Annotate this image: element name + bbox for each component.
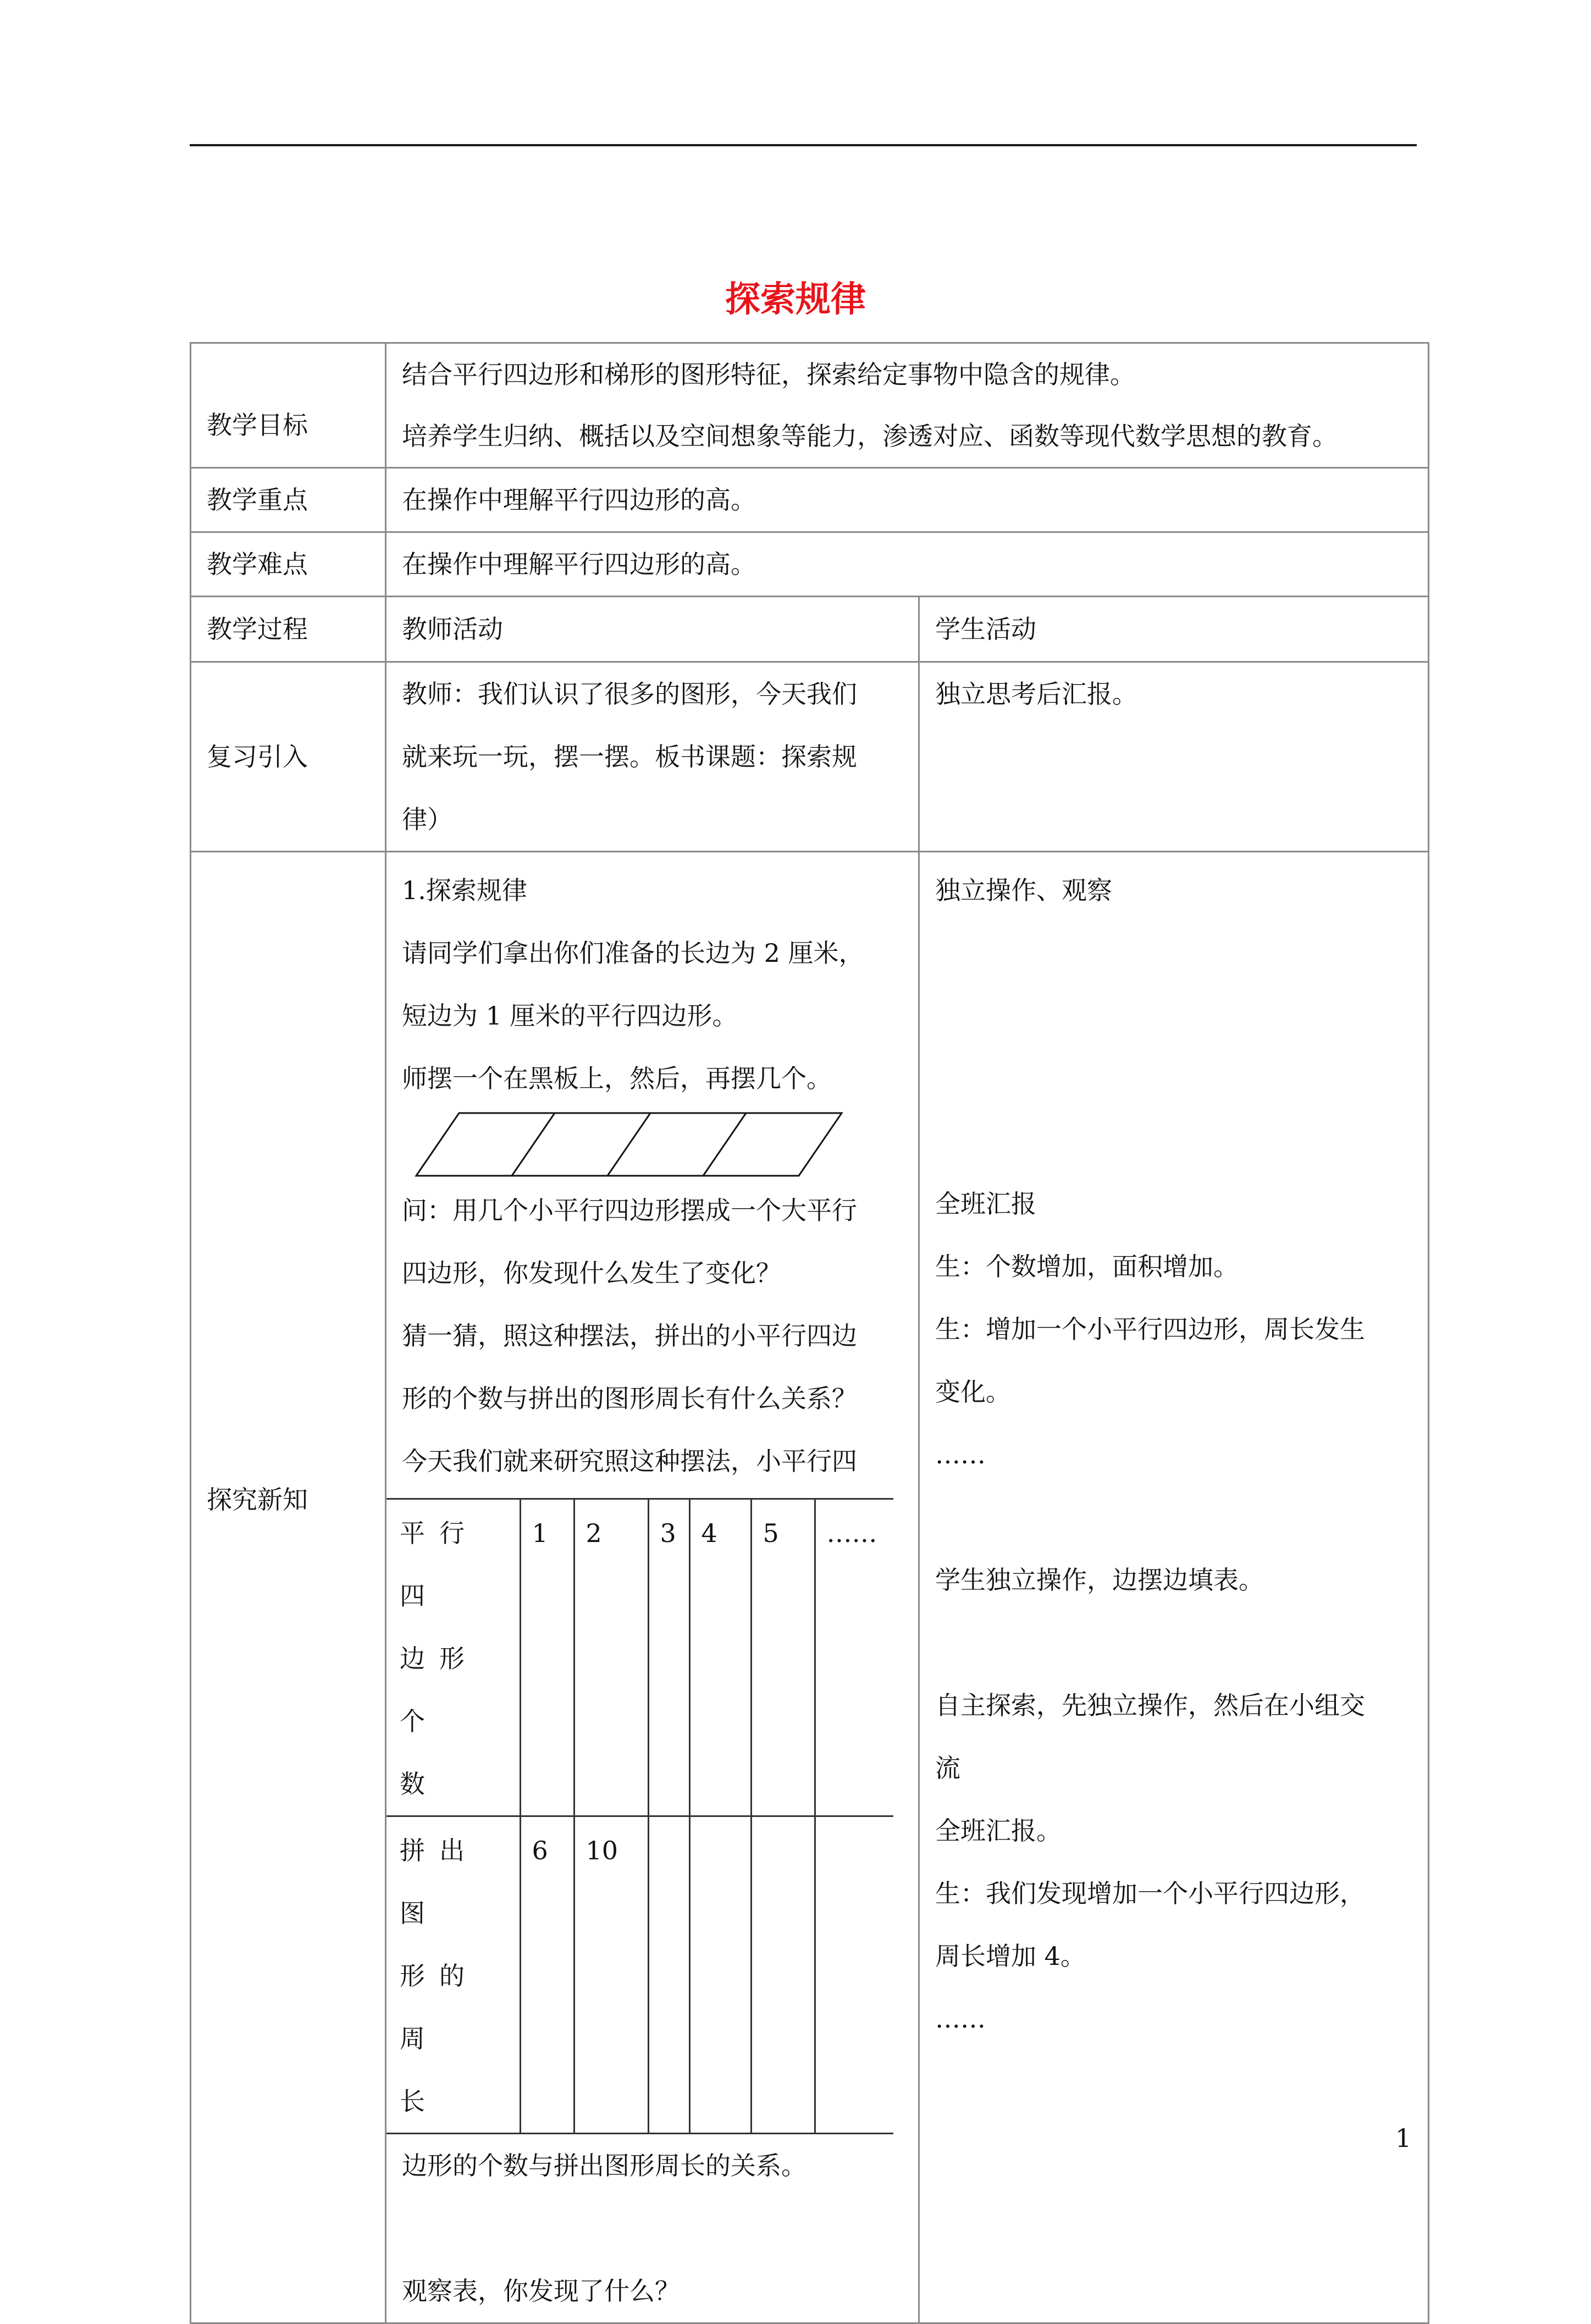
count-cell: …… <box>815 1499 893 1816</box>
perimeter-cell: 10 <box>574 1816 648 2134</box>
row-teaching-process <box>191 597 1429 662</box>
explore-student-line: 自主探索，先独立操作，然后在小组交 <box>935 1690 1365 1720</box>
explore-teacher-line: 今天我们就来研究照这种摆法，小平行四 <box>402 1446 857 1476</box>
explore-teacher-line: 1.探索规律 <box>402 875 527 905</box>
explore-teacher-line: 猜一猜，照这种摆法，拼出的小平行四边 <box>402 1321 857 1351</box>
parallelogram-divider <box>607 1113 650 1176</box>
row-teaching-goal <box>191 343 1429 468</box>
review-teacher-line: 教师：我们认识了很多的图形，今天我们 <box>402 679 857 709</box>
perimeter-cell <box>815 1816 893 2134</box>
explore-teacher-line: 边形的个数与拼出图形周长的关系。 <box>402 2151 806 2180</box>
perimeter-cell: 6 <box>520 1816 574 2134</box>
teaching-difficulty-content: 在操作中理解平行四边形的高。 <box>386 532 1429 597</box>
explore-teacher-line: 师摆一个在黑板上，然后，再摆几个。 <box>402 1064 832 1093</box>
review-teacher-activity <box>386 662 919 852</box>
lesson-plan-table <box>190 342 1429 2324</box>
explore-teacher-line: 问：用几个小平行四边形摆成一个大平行 <box>402 1196 857 1225</box>
count-cell: 5 <box>751 1499 815 1816</box>
count-cell: 4 <box>689 1499 751 1816</box>
row-review-intro <box>191 662 1429 852</box>
perimeter-row-header: 拼出图 形的周 长 <box>386 1816 520 2134</box>
count-cell: 3 <box>648 1499 689 1816</box>
label-teaching-process: 教学过程 <box>191 597 386 662</box>
count-cell: 1 <box>520 1499 574 1816</box>
label-explore-new: 探究新知 <box>191 852 386 2323</box>
explore-student-line: 变化。 <box>935 1377 1011 1407</box>
explore-student-activity <box>919 852 1429 2323</box>
spacer <box>935 922 1412 1172</box>
parallelogram-row-figure <box>402 1110 904 1179</box>
explore-teacher-activity <box>386 852 919 2323</box>
label-teaching-goal: 教学目标 <box>191 343 386 468</box>
goal-line-1: 结合平行四边形和梯形的图形特征，探索给定事物中隐含的规律。 <box>402 360 1135 389</box>
teaching-focus-content: 在操作中理解平行四边形的高。 <box>386 468 1429 532</box>
explore-teacher-line: 短边为 1 厘米的平行四边形。 <box>402 1001 738 1031</box>
parallelogram-divider <box>703 1113 746 1176</box>
count-cell: 2 <box>574 1499 648 1816</box>
explore-student-line: 全班汇报 <box>935 1189 1036 1219</box>
review-teacher-line: 律） <box>402 805 452 834</box>
explore-teacher-line: 四边形，你发现什么发生了变化？ <box>402 1258 781 1288</box>
perimeter-cell <box>689 1816 751 2134</box>
explore-teacher-line: 请同学们拿出你们准备的长边为 2 厘米， <box>402 938 864 968</box>
parallelogram-divider <box>512 1113 555 1176</box>
explore-student-line: 全班汇报。 <box>935 1816 1062 1846</box>
perimeter-table <box>386 1498 893 2134</box>
header-rule <box>190 144 1417 146</box>
teaching-goal-content <box>386 343 1429 468</box>
perimeter-table-row-perimeter <box>386 1816 893 2134</box>
goal-line-2: 培养学生归纳、概括以及空间想象等能力，渗透对应、函数等现代数学思想的教育。 <box>402 421 1338 451</box>
explore-student-line: 周长增加 4。 <box>935 1941 1086 1971</box>
explore-student-line: …… <box>935 1440 986 1469</box>
explore-student-line: …… <box>935 2004 986 2034</box>
spacer <box>402 2197 903 2260</box>
review-teacher-line: 就来玩一玩，摆一摆。板书课题：探索规 <box>402 742 857 772</box>
explore-student-line: 生：个数增加，面积增加。 <box>935 1252 1239 1281</box>
perimeter-cell <box>648 1816 689 2134</box>
row-teaching-focus <box>191 468 1429 532</box>
count-row-header: 平行四 边形个 数 <box>386 1499 520 1816</box>
spacer <box>935 1486 1412 1549</box>
perimeter-table-row-count <box>386 1499 893 1816</box>
explore-student-line: 生：我们发现增加一个小平行四边形， <box>935 1879 1365 1908</box>
spacer <box>935 1611 1412 1674</box>
explore-teacher-line: 观察表，你发现了什么？ <box>402 2276 680 2306</box>
perimeter-cell <box>751 1816 815 2134</box>
explore-student-line: 流 <box>935 1753 960 1783</box>
explore-student-line: 独立操作、观察 <box>935 875 1112 905</box>
explore-student-line: 生：增加一个小平行四边形，周长发生 <box>935 1314 1365 1344</box>
review-student-activity: 独立思考后汇报。 <box>919 662 1429 852</box>
document-title: 探索规律 <box>725 279 866 320</box>
header-teacher-activity: 教师活动 <box>386 597 919 662</box>
label-review-intro: 复习引入 <box>191 662 386 852</box>
label-teaching-focus: 教学重点 <box>191 468 386 532</box>
row-explore-new <box>191 852 1429 2323</box>
label-teaching-difficulty: 教学难点 <box>191 532 386 597</box>
explore-student-line: 学生独立操作，边摆边填表。 <box>935 1565 1264 1595</box>
header-student-activity: 学生活动 <box>919 597 1429 662</box>
page-number: 1 <box>1395 2123 1412 2153</box>
explore-teacher-line: 形的个数与拼出的图形周长有什么关系？ <box>402 1384 857 1413</box>
row-teaching-difficulty <box>191 532 1429 597</box>
